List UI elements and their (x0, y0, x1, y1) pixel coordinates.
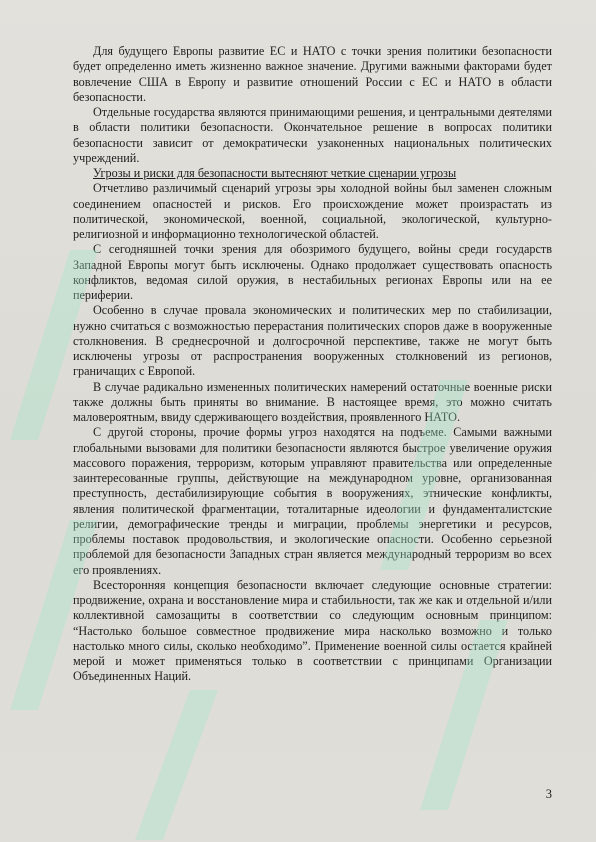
paragraph-8: Всесторонняя концепция безопасности включает следующие основные стратегии: продвижение, охрана и восстановление мира и стабильности, так же как и отдельной и/или коллективной самозащиты в соответствии со следующим основным принципом: “Настолько большое совместное продвижение мира насколько возможно и только настолько много силы, сколько необходимо”. Применение военной силы остается крайней мерой и может применяться только в соответствии с принципами Организации Объединенных Наций. (73, 577, 552, 684)
section-heading: Угрозы и риски для безопасности вытесняют четкие сценарии угрозы (93, 166, 457, 180)
paragraph-7: С другой стороны, прочие формы угроз находятся на подъеме. Самыми важными глобальными вызовами для политики безопасности являются быстрое увеличение оружия массового поражения, терроризм, которым управляют правительства или определенные заинтересованные группы, действующие на международном уровне, организованная преступность, дестабилизирующие события в вооружениях, этнические конфликты, явления политической фрагментации, тоталитарные идеологии и фундаменталистские религии, демографические тренды и миграции, проблемы энергетики и ресурсов, проблемы поставок продовольствия, и экологические опасности. Особенно серьезной проблемой для безопасности Западных стран является международный терроризм во всех его проявлениях. (73, 425, 552, 577)
paragraph-6: В случае радикально измененных политических намерений остаточные военные риски также должны быть приняты во внимание. В настоящее время, это можно считать маловероятным, ввиду сдерживающего воздействия, проявленного НАТО. (73, 379, 552, 424)
document-body (73, 44, 552, 685)
page-number: 3 (545, 787, 552, 801)
paragraph-1: Для будущего Европы развитие ЕС и НАТО с точки зрения политики безопасности будет определенно иметь жизненно важное значение. Другими важными факторами будет вовлечение США в Европу и развитие отношений России с ЕС и НАТО в области безопасности. (73, 44, 552, 104)
paragraph-5: Особенно в случае провала экономических и политических мер по стабилизации, нужно считаться с возможностью перерастания политических споров даже в вооруженные столкновения. В среднесрочной и долгосрочной перспективе, также не могут быть исключены угрозы от распространения вооруженных столкновений из регионов, граничащих с Европой. (73, 303, 552, 379)
paragraph-4: С сегодняшней точки зрения для обозримого будущего, войны среди государств Западной Европы могут быть исключены. Однако продолжает существовать опасность конфликтов, ведомая силой оружия, в нестабильных регионах Европы или на ее периферии. (73, 242, 552, 302)
paragraph-3: Отчетливо различимый сценарий угрозы эры холодной войны был заменен сложным соединением опасностей и рисков. Его происхождение может произрастать из политической, экономической, военной, социальной, экологической, культурно-религиозной и информационно технологической областей. (73, 181, 552, 241)
paragraph-2: Отдельные государства являются принимающими решения, и центральными деятелями в области политики безопасности. Окончательное решение в вопросах политики безопасности зависит от демократически узаконенных национальных политических учреждений. (73, 105, 552, 165)
